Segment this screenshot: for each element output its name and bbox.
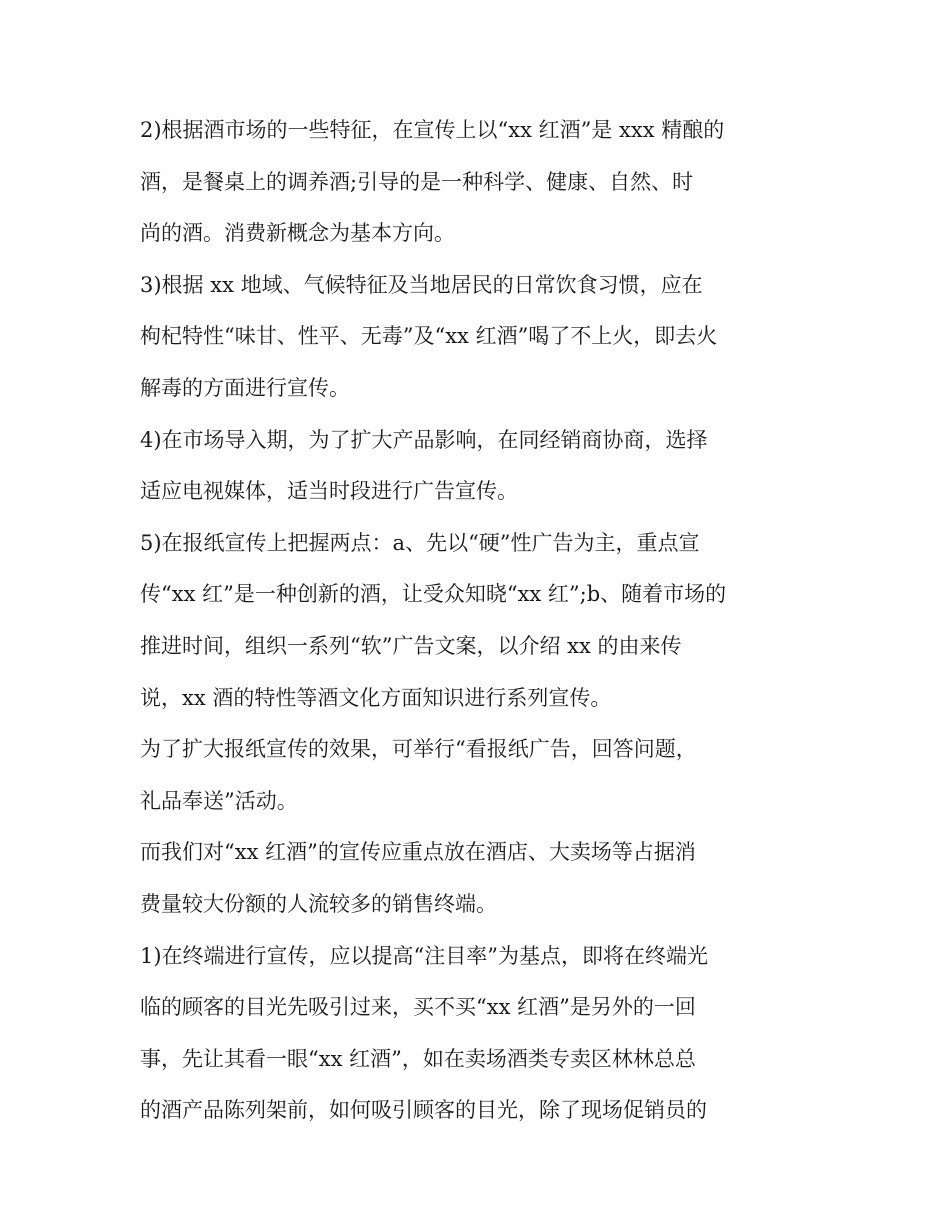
text-line: 而我们对“xx 红酒”的宣传应重点放在酒店、大卖场等占据消	[140, 840, 696, 865]
text-line: 枸杞特性“味甘、性平、无毒”及“xx 红酒”喝了不上火，即去火	[140, 324, 718, 349]
paragraph-terminal-point-1	[140, 939, 820, 1145]
text-line: 3)根据 xx 地域、气候特征及当地居民的日常饮食习惯，应在	[140, 272, 703, 297]
text-line: 的酒产品陈列架前，如何吸引顾客的目光，除了现场促销员的	[140, 1098, 707, 1123]
text-line: 事，先让其看一眼“xx 红酒”，如在卖场酒类专卖区林林总总	[140, 1046, 696, 1071]
paragraph-point-3	[140, 268, 820, 423]
document-page	[140, 113, 820, 1145]
paragraph-point-5	[140, 526, 820, 732]
paragraph-point-4	[140, 423, 820, 526]
text-line: 说，xx 酒的特性等酒文化方面知识进行系列宣传。	[140, 685, 612, 710]
text-line: 礼品奉送”活动。	[140, 788, 298, 813]
text-line: 2)根据酒市场的一些特征，在宣传上以“xx 红酒”是 xxx 精酿的	[140, 118, 725, 142]
text-line: 4)在市场导入期，为了扩大产品影响，在同经销商协商，选择	[140, 427, 708, 452]
text-line: 尚的酒。消费新概念为基本方向。	[140, 221, 455, 246]
text-line: 适应电视媒体，适当时段进行广告宣传。	[140, 479, 518, 504]
text-line: 费量较大份额的人流较多的销售终端。	[140, 891, 497, 916]
paragraph-point-2	[140, 113, 820, 268]
text-line: 酒，是餐桌上的调养酒;引导的是一种科学、健康、自然、时	[140, 169, 694, 194]
text-line: 1)在终端进行宣传，应以提高“注目率”为基点，即将在终端光	[140, 943, 709, 968]
text-line: 推进时间，组织一系列“软”广告文案，以介绍 xx 的由来传	[140, 633, 682, 658]
text-line: 为了扩大报纸宣传的效果，可举行“看报纸广告，回答问题，	[140, 737, 697, 762]
text-line: 解毒的方面进行宣传。	[140, 375, 350, 400]
paragraph-terminal-focus	[140, 835, 820, 938]
text-line: 5)在报纸宣传上把握两点：a、先以“硬”性广告为主，重点宣	[140, 530, 700, 555]
text-line: 传“xx 红”是一种创新的酒，让受众知晓“xx 红”;b、随着市场的	[140, 582, 727, 607]
text-line: 临的顾客的目光先吸引过来，买不买“xx 红酒”是另外的一回	[140, 995, 696, 1020]
paragraph-newspaper-activity	[140, 732, 820, 835]
